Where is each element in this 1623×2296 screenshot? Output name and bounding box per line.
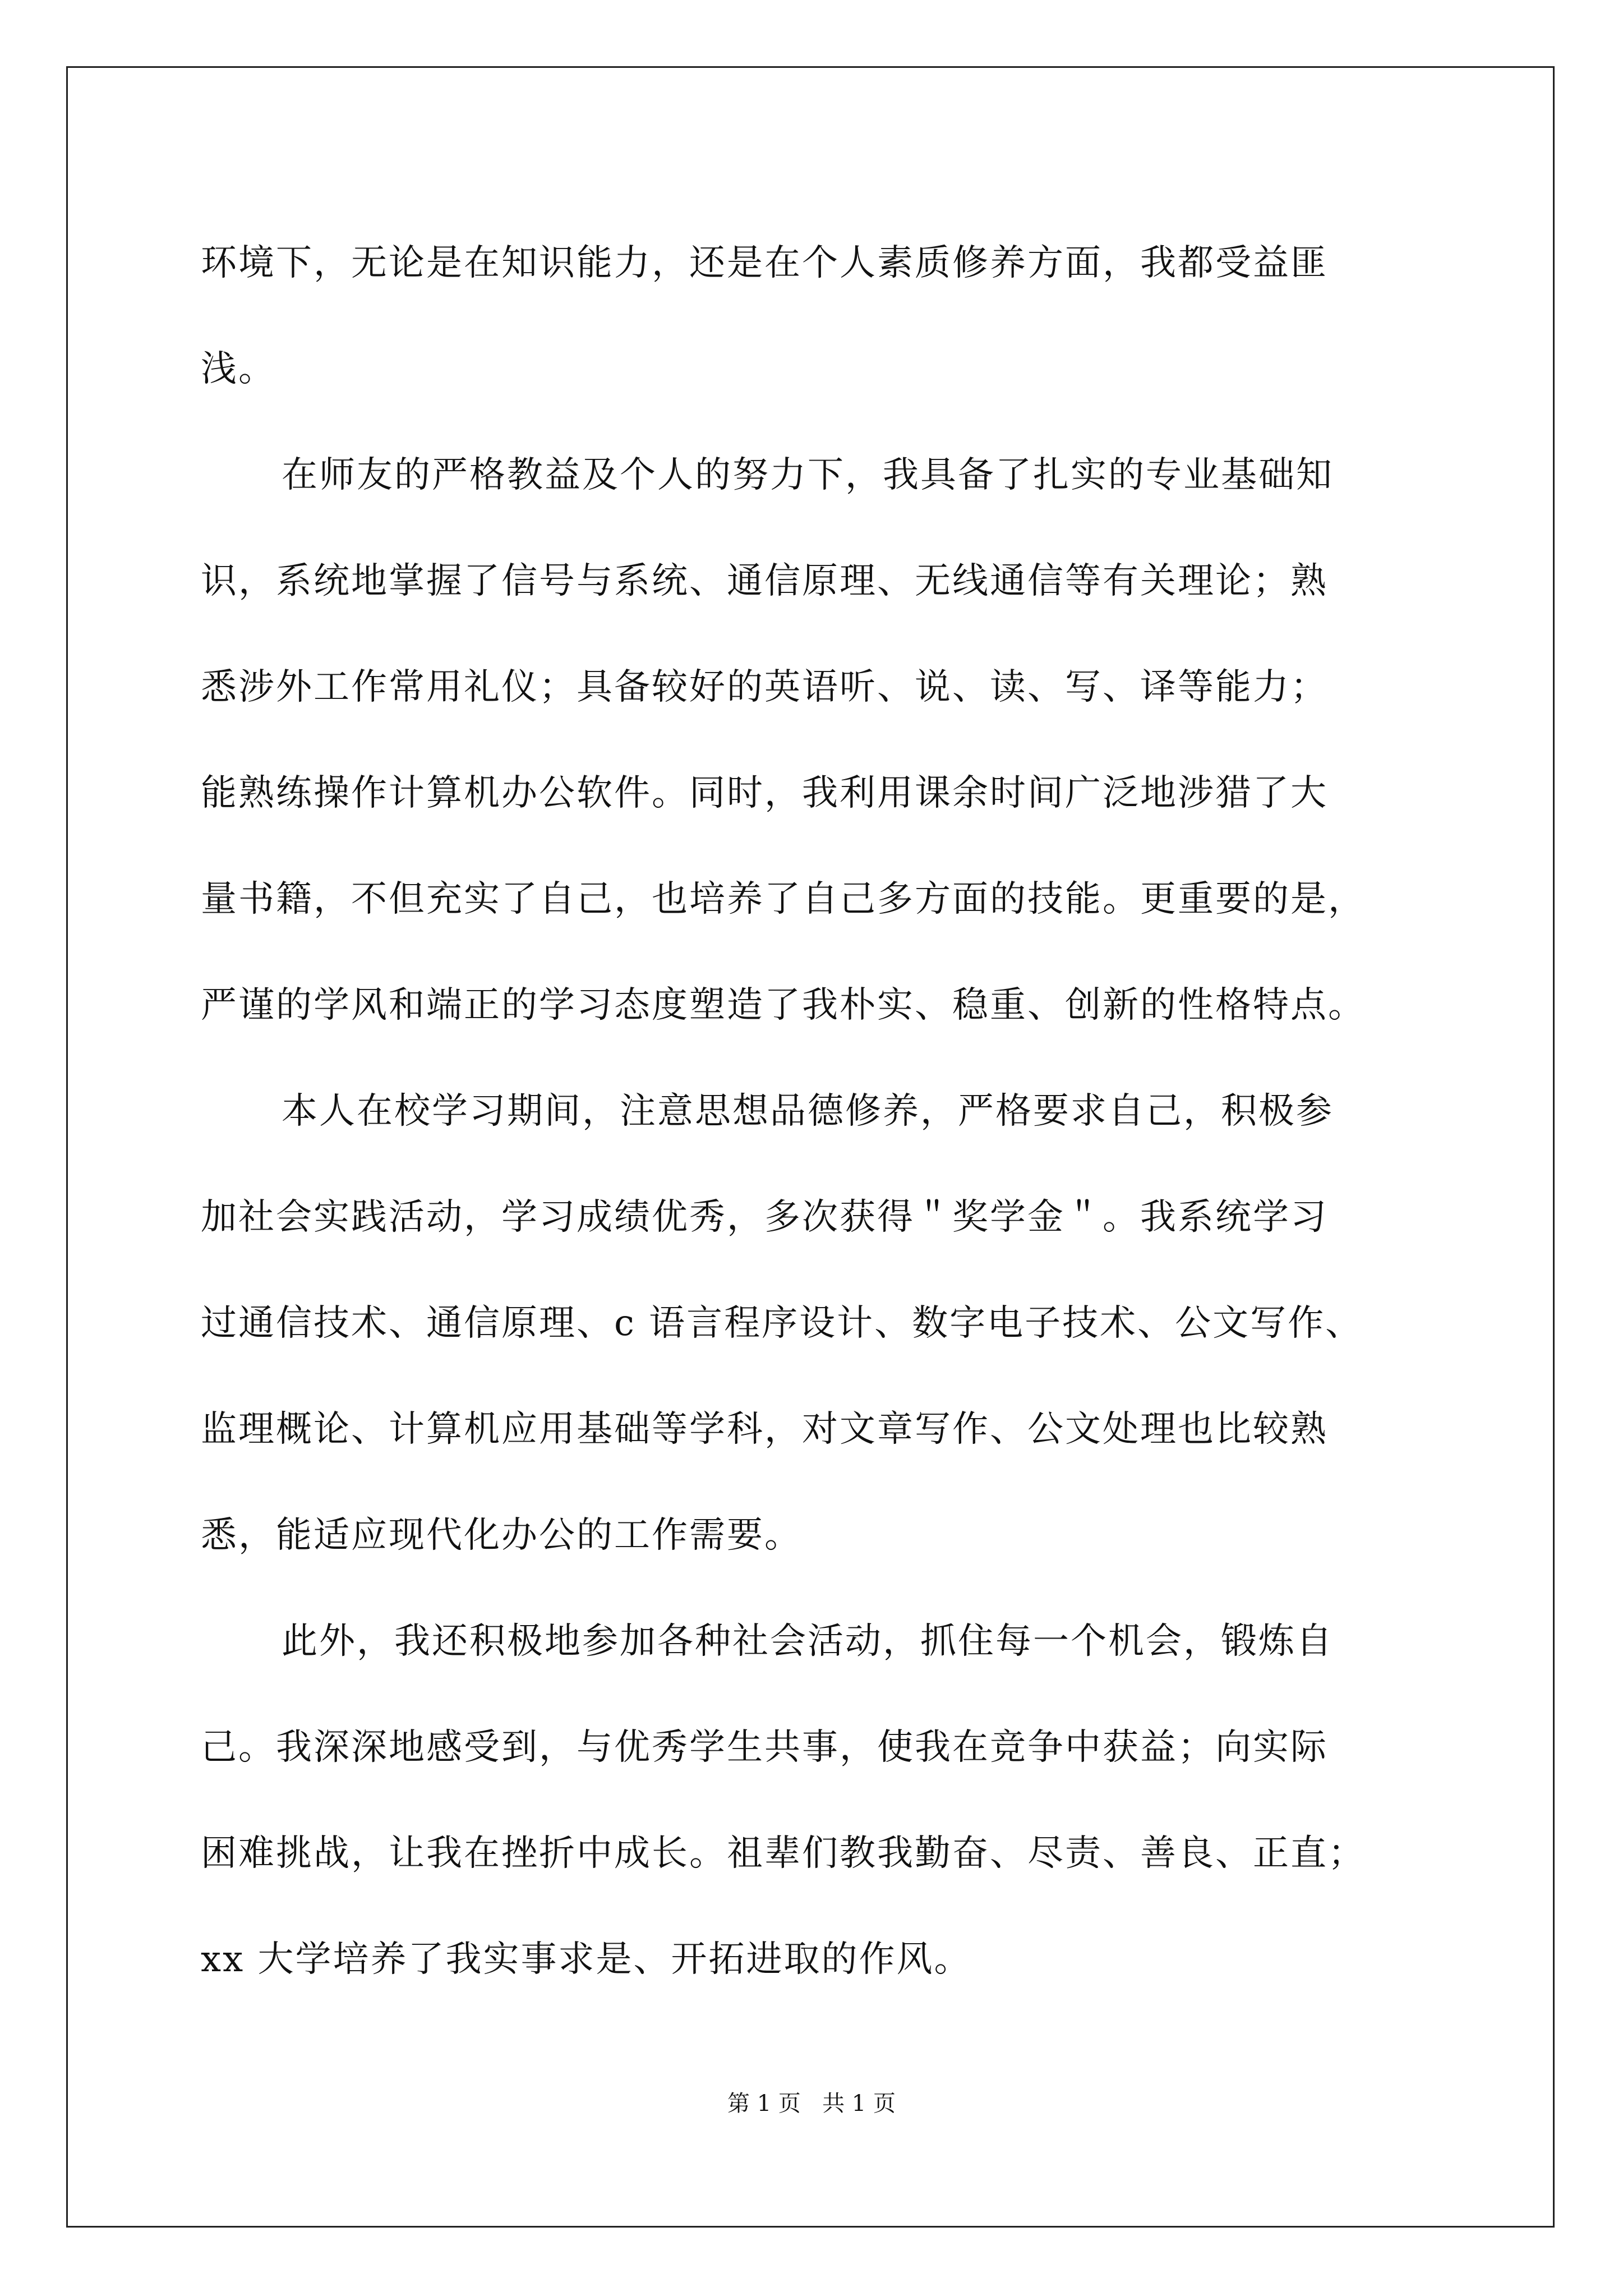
text-line: 加社会实践活动，学习成绩优秀，多次获得＂奖学金＂。我系统学习 [201,1197,1328,1238]
document-body [201,210,1463,2013]
text-line: 浅。 [201,348,276,390]
text-line: 己。我深深地感受到，与优秀学生共事，使我在竞争中获益；向实际 [201,1727,1328,1768]
text-line: 监理概论、计算机应用基础等学科，对文章写作、公文处理也比较熟 [201,1409,1328,1450]
page-number-footer: 第 1 页 共 1 页 [727,2091,896,2116]
text-line: xx 大学培养了我实事求是、开拓进取的作风。 [201,1939,972,1980]
text-line: 严谨的学风和端正的学习态度塑造了我朴实、稳重、创新的性格特点。 [201,984,1366,1026]
paragraph-start-line: 此外，我还积极地参加各种社会活动，抓住每一个机会，锻炼自 [282,1621,1334,1662]
text-line: 能熟练操作计算机办公软件。同时，我利用课余时间广泛地涉猎了大 [201,772,1328,814]
text-line: 环境下，无论是在知识能力，还是在个人素质修养方面，我都受益匪 [201,242,1328,284]
paragraph-start-line: 在师友的严格教益及个人的努力下，我具备了扎实的专业基础知 [282,454,1334,496]
text-line: 悉，能适应现代化办公的工作需要。 [201,1515,802,1556]
text-line: 量书籍，不但充实了自己，也培养了自己多方面的技能。更重要的是， [201,878,1366,920]
text-line: 过通信技术、通信原理、c 语言程序设计、数字电子技术、公文写作、 [201,1303,1363,1344]
text-line: 困难挑战，让我在挫折中成长。祖辈们教我勤奋、尽责、善良、正直； [201,1833,1366,1874]
text-line: 识，系统地掌握了信号与系统、通信原理、无线通信等有关理论；熟 [201,560,1328,602]
paragraph-start-line: 本人在校学习期间，注意思想品德修养，严格要求自己，积极参 [282,1091,1334,1132]
text-line: 悉涉外工作常用礼仪；具备较好的英语听、说、读、写、译等能力； [201,666,1328,708]
